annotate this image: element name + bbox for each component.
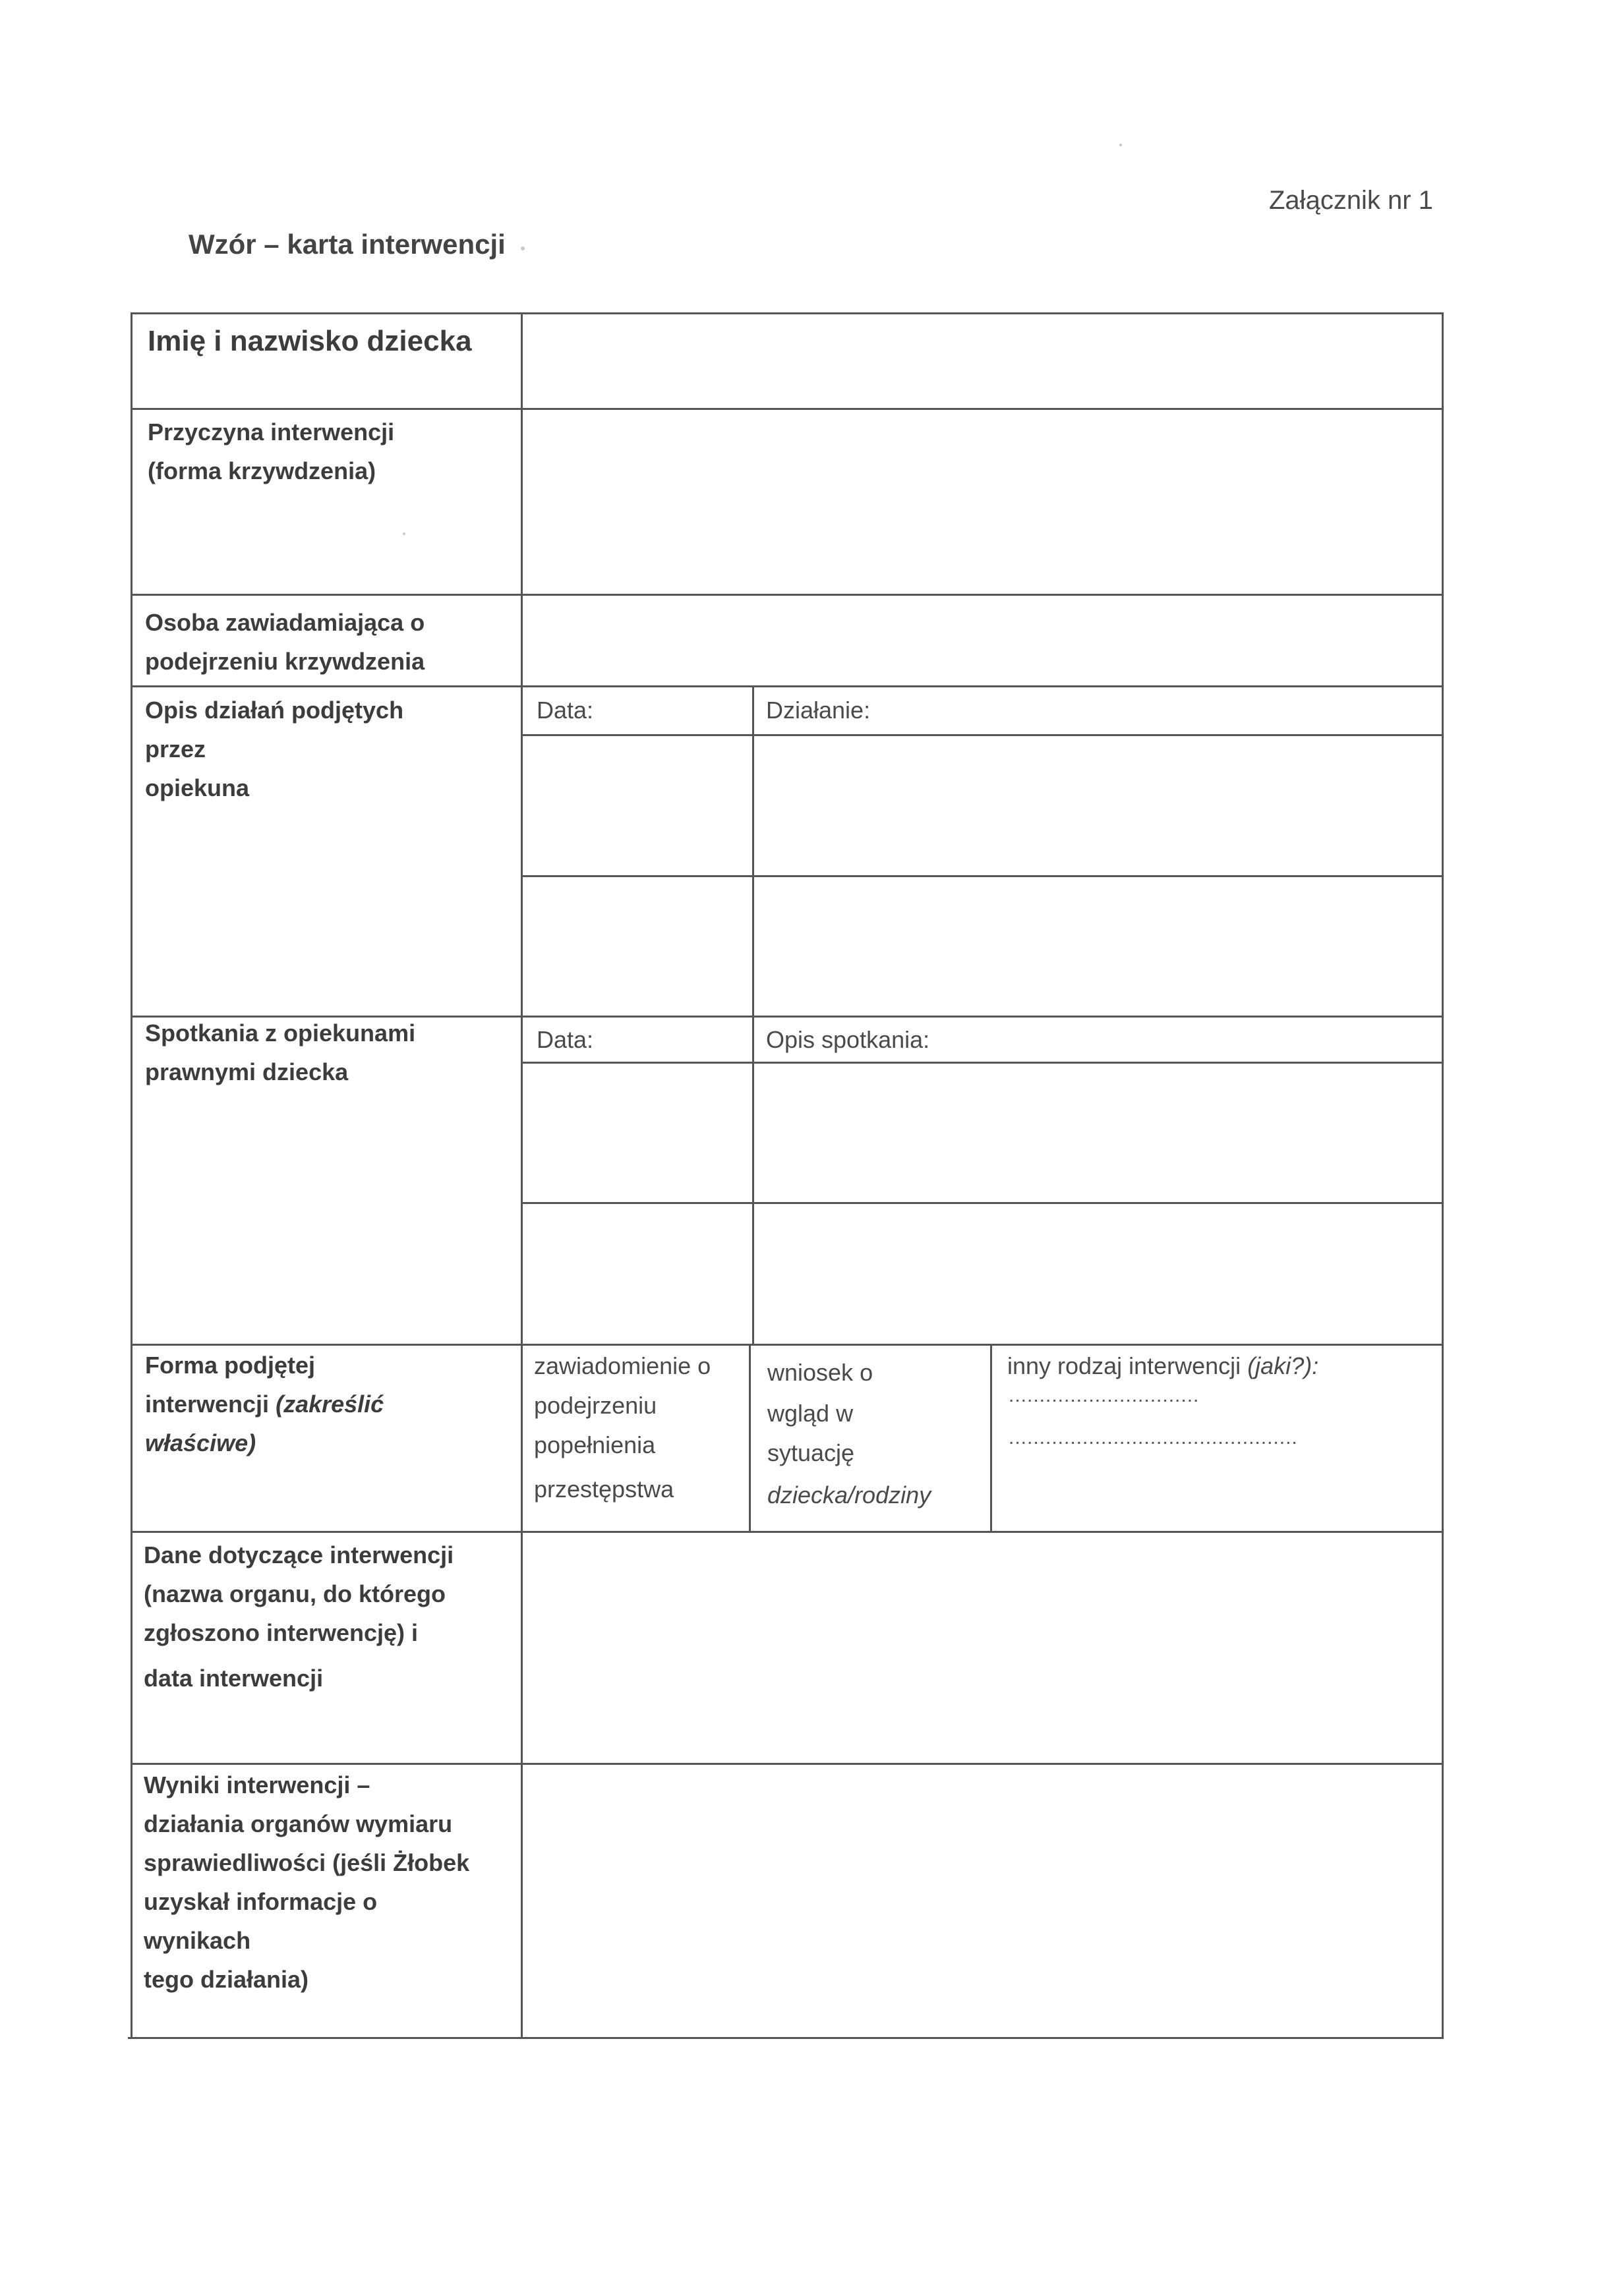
row-divider (131, 685, 1444, 687)
row-divider (131, 1531, 1444, 1533)
document-title: Wzór – karta interwencji (189, 229, 506, 260)
table-border-right (1442, 312, 1444, 2039)
results-label-line-4: uzyskał informacje o (144, 1888, 378, 1915)
option-other-dots-1: ............................... (1009, 1385, 1200, 1406)
intervention-form-label-line-3 (145, 1423, 256, 1462)
option-request-line-4: dziecka/rodziny (767, 1481, 931, 1508)
intervention-form-label-word: interwencji (145, 1391, 270, 1418)
actions-date-header: Data: (537, 697, 594, 724)
actions-action-cell-2[interactable] (755, 878, 1441, 1015)
results-label-line-3: sprawiedliwości (jeśli Żłobek (144, 1849, 470, 1876)
intervention-data-field[interactable] (523, 1534, 1441, 1762)
meetings-label-line-2: prawnymi dziecka (145, 1058, 349, 1085)
intervention-option-report[interactable] (523, 1346, 748, 1530)
results-field[interactable] (523, 1765, 1441, 2036)
meetings-date-header: Data: (537, 1026, 594, 1053)
option-report-line-3: popełnienia (534, 1431, 656, 1458)
option-other-label: inny rodzaj interwencji (1007, 1352, 1241, 1379)
actions-column-divider (752, 685, 754, 1016)
meetings-label-line-1: Spotkania z opiekunami (145, 1019, 416, 1047)
actions-label-line-2: przez (145, 735, 206, 762)
meetings-date-cell-2[interactable] (523, 1205, 751, 1343)
option-report-line-1: zawiadomienie o (534, 1352, 711, 1379)
meetings-description-header: Opis spotkania: (766, 1026, 930, 1053)
reporter-label-line-1: Osoba zawiadamiająca o (145, 609, 425, 636)
intervention-option-divider (990, 1344, 992, 1531)
row-divider (131, 594, 1444, 596)
child-name-field[interactable] (523, 314, 1441, 407)
meetings-row-divider (521, 1202, 1444, 1204)
label-column-divider (521, 312, 523, 2039)
option-request-line-3: sytuację (767, 1439, 855, 1466)
results-label-line-2: działania organów wymiaru (144, 1810, 453, 1837)
scan-speck (1119, 144, 1122, 146)
actions-action-cell-1[interactable] (755, 737, 1441, 875)
actions-action-header: Działanie: (766, 697, 871, 724)
intervention-data-label-line-1: Dane dotyczące interwencji (144, 1541, 454, 1568)
results-label-line-5: wynikach (144, 1927, 251, 1954)
option-other-text (1007, 1346, 1318, 1386)
intervention-card-table (128, 312, 1446, 2039)
meetings-column-divider (752, 1016, 754, 1344)
reporter-field[interactable] (523, 596, 1441, 685)
intervention-option-other[interactable] (993, 1346, 1441, 1530)
table-border-bottom (128, 2037, 1442, 2039)
intervention-data-label-line-4: data interwencji (144, 1665, 324, 1692)
intervention-form-label-line-1: Forma podjętej (145, 1352, 316, 1379)
scan-speck (521, 246, 525, 250)
reporter-label-line-2: podejrzeniu krzywdzenia (145, 648, 425, 675)
actions-date-cell-2[interactable] (523, 878, 751, 1015)
results-label-line-6: tego działania) (144, 1966, 309, 1993)
intervention-data-label-line-2: (nazwa organu, do którego (144, 1580, 446, 1607)
intervention-option-request[interactable] (751, 1346, 989, 1530)
meetings-description-cell-1[interactable] (755, 1064, 1441, 1201)
meetings-date-cell-1[interactable] (523, 1064, 751, 1201)
option-other-dots-2: ............................................... (1009, 1427, 1298, 1449)
option-report-line-4: przestępstwa (534, 1476, 674, 1503)
results-label-line-1: Wyniki interwencji – (144, 1771, 370, 1798)
actions-date-cell-1[interactable] (523, 737, 751, 875)
row-divider (131, 408, 1444, 410)
intervention-form-label-hint: (zakreślić (276, 1391, 384, 1418)
option-request-line-1: wniosek o (767, 1359, 873, 1386)
option-request-line-2: wgląd w (767, 1400, 854, 1427)
annex-number: Załącznik nr 1 (1269, 186, 1433, 215)
reason-field[interactable] (523, 411, 1441, 593)
meetings-description-cell-2[interactable] (755, 1205, 1441, 1343)
intervention-form-label-hint-end: właściwe) (145, 1429, 256, 1456)
actions-row-divider (521, 875, 1444, 877)
meetings-header-divider (521, 1062, 1444, 1064)
option-report-line-2: podejrzeniu (534, 1392, 657, 1419)
row-divider (131, 1344, 1444, 1346)
intervention-data-label-line-3: zgłoszono interwencję) i (144, 1619, 419, 1646)
row-divider (131, 1763, 1444, 1765)
intervention-option-divider (749, 1344, 751, 1531)
reason-label-line-2: (forma krzywdzenia) (148, 457, 376, 484)
intervention-form-label-line-2 (145, 1385, 384, 1423)
table-border-left (131, 312, 132, 2039)
actions-header-divider (521, 734, 1444, 736)
option-other-question: (jaki?): (1247, 1352, 1319, 1379)
child-name-label: Imię i nazwisko dziecka (148, 325, 472, 357)
actions-label-line-1: Opis działań podjętych (145, 697, 404, 724)
actions-label-line-3: opiekuna (145, 774, 250, 801)
reason-label-line-1: Przyczyna interwencji (148, 418, 395, 445)
